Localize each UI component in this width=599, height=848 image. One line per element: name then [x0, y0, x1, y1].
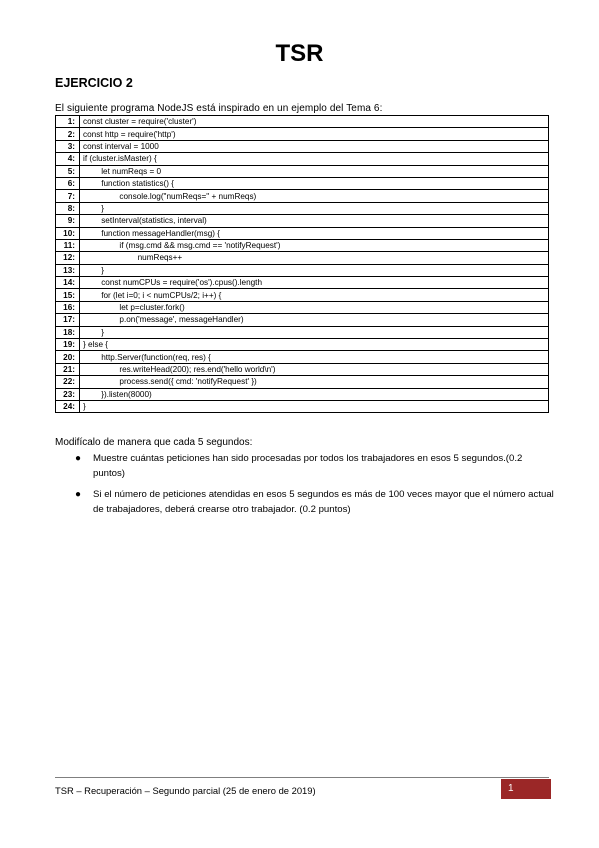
code-line: if (cluster.isMaster) { [80, 153, 549, 165]
line-number: 2: [56, 128, 80, 140]
code-row [56, 376, 549, 388]
code-row [56, 239, 549, 251]
bullet-text: Muestre cuántas peticiones han sido procesadas por todos los trabajadores en esos 5 segundos.(0.2 puntos) [93, 453, 523, 479]
line-number: 7: [56, 190, 80, 202]
line-number: 18: [56, 326, 80, 338]
code-row [56, 202, 549, 214]
code-line: const interval = 1000 [80, 140, 549, 152]
code-row [56, 215, 549, 227]
exercise-intro: El siguiente programa NodeJS está inspirado en un ejemplo del Tema 6: [55, 103, 383, 114]
bullet-text: Si el número de peticiones atendidas en esos 5 segundos es más de 100 veces mayor que el número actual de trabajadores, deberá crearse otro trabajador. (0.2 puntos) [93, 489, 554, 515]
code-line: let numReqs = 0 [80, 165, 549, 177]
code-line: process.send({ cmd: 'notifyRequest' }) [80, 376, 549, 388]
code-line: setInterval(statistics, interval) [80, 215, 549, 227]
code-line: } [80, 264, 549, 276]
line-number: 23: [56, 388, 80, 400]
code-line: } [80, 202, 549, 214]
code-row [56, 177, 549, 189]
code-line: http.Server(function(req, res) { [80, 351, 549, 363]
code-row [56, 190, 549, 202]
code-line: let p=cluster.fork() [80, 301, 549, 313]
line-number: 16: [56, 301, 80, 313]
code-row [56, 128, 549, 140]
code-line: function messageHandler(msg) { [80, 227, 549, 239]
line-number: 11: [56, 239, 80, 251]
code-row [56, 388, 549, 400]
code-row [56, 314, 549, 326]
code-line: for (let i=0; i < numCPUs/2; i++) { [80, 289, 549, 301]
line-number: 24: [56, 400, 80, 412]
page-number: 1 [501, 779, 551, 799]
line-number: 15: [56, 289, 80, 301]
footer-divider [55, 777, 549, 778]
line-number: 12: [56, 252, 80, 264]
line-number: 1: [56, 116, 80, 128]
line-number: 17: [56, 314, 80, 326]
code-line: const http = require('http') [80, 128, 549, 140]
code-row [56, 289, 549, 301]
list-item [75, 487, 555, 517]
bullet-icon: ● [75, 453, 82, 464]
code-line: numReqs++ [80, 252, 549, 264]
line-number: 14: [56, 277, 80, 289]
task-text: Modifícalo de manera que cada 5 segundos: [55, 437, 253, 448]
code-listing [55, 115, 549, 413]
line-number: 13: [56, 264, 80, 276]
code-line: function statistics() { [80, 177, 549, 189]
line-number: 10: [56, 227, 80, 239]
code-line: if (msg.cmd && msg.cmd == 'notifyRequest') [80, 239, 549, 251]
code-line: res.writeHead(200); res.end('hello world\n') [80, 363, 549, 375]
code-row [56, 227, 549, 239]
line-number: 4: [56, 153, 80, 165]
code-row [56, 351, 549, 363]
line-number: 20: [56, 351, 80, 363]
line-number: 8: [56, 202, 80, 214]
line-number: 22: [56, 376, 80, 388]
code-row [56, 277, 549, 289]
list-item [75, 451, 555, 481]
footer-text: TSR – Recuperación – Segundo parcial (25 de enero de 2019) [55, 785, 316, 796]
code-line: p.on('message', messageHandler) [80, 314, 549, 326]
code-row [56, 326, 549, 338]
line-number: 6: [56, 177, 80, 189]
code-line: }).listen(8000) [80, 388, 549, 400]
line-number: 5: [56, 165, 80, 177]
code-line: } [80, 400, 549, 412]
code-row [56, 301, 549, 313]
code-line: } else { [80, 339, 549, 351]
task-bullets [75, 445, 555, 517]
page-title: TSR [275, 40, 324, 67]
bullet-icon: ● [75, 489, 82, 500]
line-number: 9: [56, 215, 80, 227]
line-number: 19: [56, 339, 80, 351]
code-line: } [80, 326, 549, 338]
code-line: const numCPUs = require('os').cpus().length [80, 277, 549, 289]
exercise-heading: EJERCICIO 2 [55, 76, 133, 90]
code-row [56, 400, 549, 412]
code-row [56, 165, 549, 177]
code-row [56, 264, 549, 276]
line-number: 21: [56, 363, 80, 375]
code-row [56, 339, 549, 351]
code-row [56, 252, 549, 264]
code-row [56, 153, 549, 165]
code-row [56, 140, 549, 152]
code-row [56, 116, 549, 128]
line-number: 3: [56, 140, 80, 152]
code-line: const cluster = require('cluster') [80, 116, 549, 128]
code-line: console.log("numReqs=" + numReqs) [80, 190, 549, 202]
code-row [56, 363, 549, 375]
